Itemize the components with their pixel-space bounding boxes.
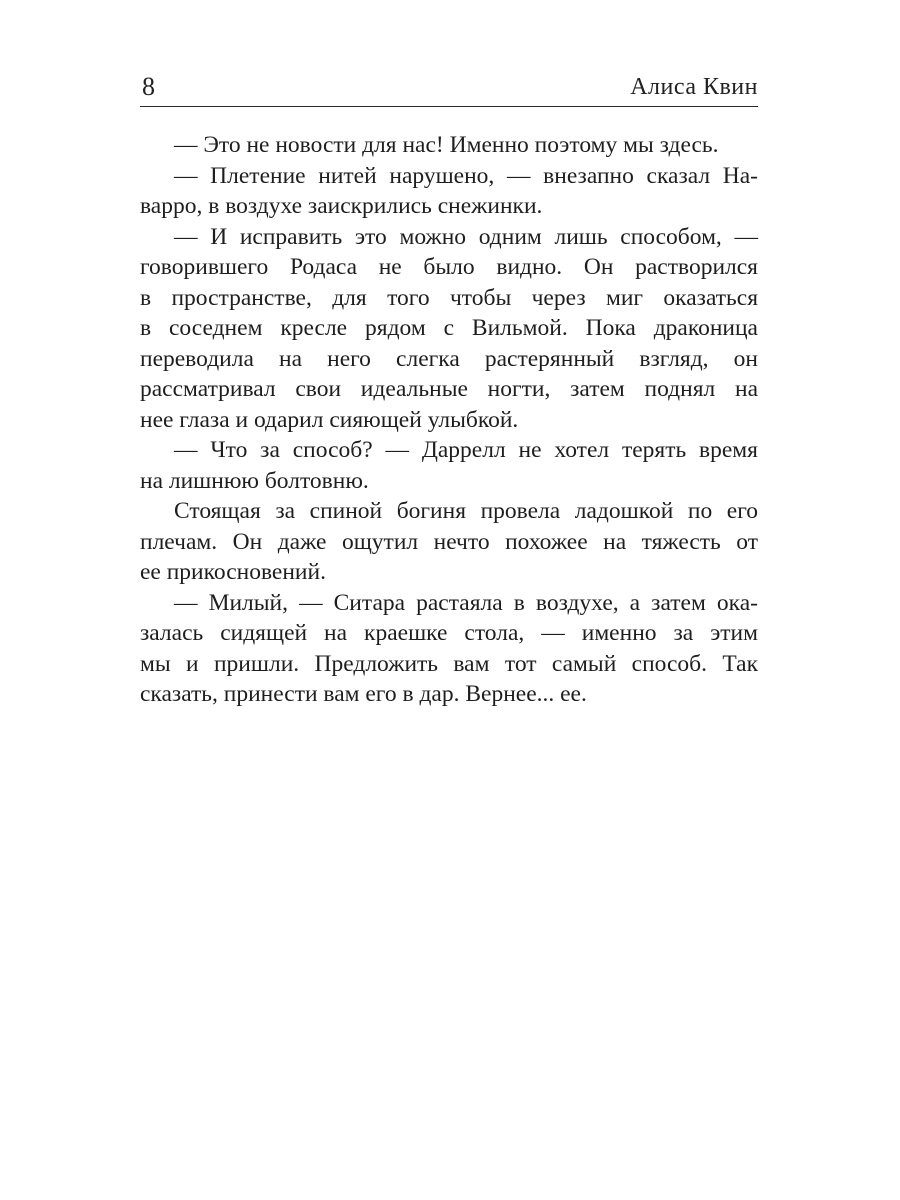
- text-line: — Милый, — Ситара растаяла в воздухе, а затем ока-: [174, 589, 758, 616]
- text-line: мы и пришли. Предложить вам тот самый способ. Так: [140, 650, 758, 677]
- text-line: рассматривал свои идеальные ногти, затем поднял на: [140, 376, 758, 402]
- text-line: залась сидящей на краешке стола, — именно за этим: [140, 620, 758, 646]
- text-line: в соседнем кресле рядом с Вильмой. Пока драконица: [140, 315, 758, 341]
- text-line: варро, в воздухе заискрились снежинки.: [140, 193, 543, 219]
- running-title: Алиса Квин: [630, 74, 758, 100]
- text-line: в пространстве, для того чтобы через миг оказаться: [140, 284, 758, 311]
- text-line: переводила на него слегка растерянный взгляд, он: [140, 345, 758, 372]
- text-line: — Что за способ? — Даррелл не хотел терять время: [174, 437, 758, 463]
- text-line: — Плетение нитей нарушено, — внезапно сказал На-: [174, 162, 758, 189]
- text-line: ее прикосновений.: [140, 559, 326, 585]
- text-line: — И исправить это можно одним лишь способом, —: [174, 223, 758, 250]
- page-number: 8: [142, 72, 155, 101]
- text-line: говорившего Родаса не было видно. Он растворился: [140, 254, 758, 280]
- page-header: [140, 66, 758, 107]
- text-line: нее глаза и одарил сияющей улыбкой.: [140, 406, 519, 433]
- text-line: на лишнюю болтовню.: [140, 467, 369, 494]
- text-line: сказать, принести вам его в дар. Вернее... ее.: [140, 681, 587, 707]
- body-text: [140, 130, 758, 710]
- text-line: плечам. Он даже ощутил нечто похожее на тяжесть от: [140, 528, 758, 555]
- text-line: Стоящая за спиной богиня провела ладошкой по его: [174, 498, 758, 524]
- text-line: — Это не новости для нас! Именно поэтому мы здесь.: [174, 132, 719, 158]
